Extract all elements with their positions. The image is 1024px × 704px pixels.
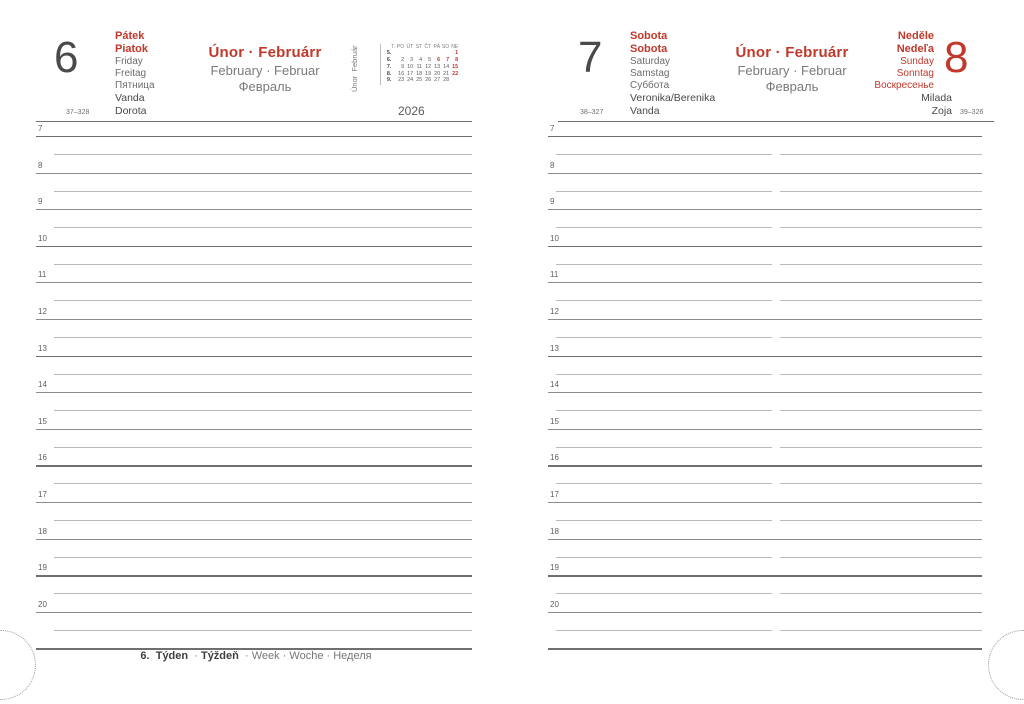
day-name-cz: Sobota <box>630 30 668 42</box>
footer-week-cz: Týden <box>155 650 189 662</box>
day-names-7 <box>630 30 670 91</box>
half-hour-rule <box>556 593 772 594</box>
hour-label-13: 13 <box>550 343 559 353</box>
hour-rule <box>772 539 982 540</box>
hour-label-20: 20 <box>38 599 47 609</box>
hour-label-16: 16 <box>38 453 47 463</box>
mini-calendar <box>380 44 472 85</box>
hour-label-7: 7 <box>38 124 43 133</box>
mini-calendar-table <box>386 44 459 85</box>
half-hour-rule <box>54 154 472 155</box>
half-hour-rule <box>780 483 982 484</box>
month-ru: Февраль <box>765 79 819 94</box>
month-en-de: February · Februar <box>210 63 320 78</box>
half-hour-rule <box>54 410 472 411</box>
half-hour-rule <box>556 520 772 521</box>
day-number-8: 8 <box>944 33 968 82</box>
half-hour-rule <box>780 191 982 192</box>
half-hour-rule <box>54 630 472 631</box>
half-hour-rule <box>54 557 472 558</box>
hour-label-19: 19 <box>38 563 47 573</box>
mini-cal-th: PÁ <box>433 43 441 50</box>
hour-rule <box>772 392 982 393</box>
day-number-6: 6 <box>54 33 78 82</box>
half-hour-rule <box>556 191 772 192</box>
hour-rule <box>548 173 772 174</box>
hour-label-10: 10 <box>550 233 559 243</box>
half-hour-rule <box>54 374 472 375</box>
mini-cal-day: 25 <box>416 77 423 84</box>
half-hour-rule <box>556 630 772 631</box>
daycount-6: 37–328 <box>66 109 90 116</box>
footer-week-label: 6. Týden · Týždeň · Week · Woche · Неделя <box>140 650 372 662</box>
half-hour-rule <box>54 264 472 265</box>
footer-week-rest: · Week · Woche · Неделя <box>245 650 372 662</box>
day-name-sk: Nedeľa <box>896 42 934 55</box>
footer-week-sk: Týždeň <box>200 650 239 662</box>
half-hour-rule <box>780 264 982 265</box>
day-number-7: 7 <box>578 33 602 82</box>
hour-label-18: 18 <box>550 526 559 536</box>
hour-rule <box>772 465 982 466</box>
day-name-ru: Суббота <box>630 79 670 91</box>
mini-cal-day: 27 <box>434 77 441 84</box>
half-hour-rule <box>54 227 472 228</box>
half-hour-rule <box>556 227 772 228</box>
mini-cal-th: ÚT <box>406 43 414 50</box>
half-hour-rule <box>556 374 772 375</box>
day-name-sk: Sobota <box>630 42 668 55</box>
hour-rule <box>36 282 472 283</box>
header-divider-right <box>558 121 994 122</box>
mini-cal-th: SO <box>441 43 450 50</box>
hour-rule <box>36 209 472 210</box>
mini-cal-day: 16 <box>398 70 405 77</box>
half-hour-rule <box>556 337 772 338</box>
hour-rule <box>772 356 982 357</box>
mini-cal-day: 21 <box>443 70 450 77</box>
mini-cal-day: 3 <box>410 56 414 63</box>
hour-rule <box>36 173 472 174</box>
mini-cal-day: 5 <box>428 56 432 63</box>
mini-cal-day: 2 <box>401 56 405 63</box>
half-hour-rule <box>780 154 982 155</box>
nameday-sk-6: Dorota <box>115 105 147 117</box>
nameday-sk-7: Vanda <box>630 105 660 117</box>
day-name-sk: Piatok <box>115 42 149 55</box>
hour-rule <box>548 539 772 540</box>
mini-cal-week: 5. <box>386 50 392 57</box>
hour-rule <box>36 319 472 320</box>
half-hour-rule <box>556 154 772 155</box>
hour-label-17: 17 <box>38 490 47 499</box>
hour-label-11: 11 <box>38 270 47 280</box>
half-hour-rule <box>54 447 472 448</box>
hour-rule <box>548 209 772 210</box>
hour-rule <box>548 246 772 247</box>
month-ru: Февраль <box>238 79 292 94</box>
half-hour-rule <box>54 520 472 521</box>
hour-rule <box>36 612 472 613</box>
mini-cal-th: ČT <box>424 43 432 50</box>
hour-label-16: 16 <box>550 453 559 463</box>
mini-cal-day: 6 <box>437 56 441 63</box>
mini-calendar-row <box>386 78 459 85</box>
month-block-left <box>175 44 355 94</box>
hour-rule <box>548 575 772 576</box>
hour-rule <box>36 136 472 137</box>
day-name-ru: Пятница <box>115 79 155 91</box>
hour-label-12: 12 <box>550 307 559 316</box>
half-hour-rule <box>556 264 772 265</box>
mini-cal-day: 28 <box>443 77 450 84</box>
hour-rule <box>36 392 472 393</box>
hour-rule <box>36 356 472 357</box>
day-name-de: Freitag <box>115 67 147 79</box>
vertical-month-label: Únor Február <box>350 45 359 93</box>
year-label: 2026 <box>398 104 425 118</box>
half-hour-rule <box>54 593 472 594</box>
hour-label-14: 14 <box>38 380 47 390</box>
day-name-de: Sonntag <box>896 67 934 79</box>
day-names-8 <box>872 30 934 91</box>
mini-cal-day: 1 <box>455 50 459 57</box>
mini-cal-th: ST <box>415 43 423 50</box>
hour-rule <box>548 502 772 503</box>
half-hour-rule <box>556 300 772 301</box>
hour-rule <box>36 465 472 466</box>
hour-rule <box>548 392 772 393</box>
half-hour-rule <box>54 191 472 192</box>
mini-cal-week: 9. <box>386 77 392 84</box>
half-hour-rule <box>780 410 982 411</box>
hour-label-9: 9 <box>38 197 43 207</box>
hour-rule <box>772 575 982 576</box>
mini-cal-th: T. <box>391 43 396 50</box>
day-name-en: Friday <box>115 55 143 67</box>
footer-week-number: 6. <box>140 650 150 662</box>
hour-label-9: 9 <box>550 197 555 207</box>
half-hour-rule <box>556 410 772 411</box>
mini-cal-day: 14 <box>443 63 450 70</box>
hour-rule <box>772 319 982 320</box>
hour-label-15: 15 <box>38 416 47 426</box>
half-hour-rule <box>54 300 472 301</box>
nameday-cz-8: Milada <box>921 92 952 104</box>
mini-cal-day: 19 <box>425 70 432 77</box>
hour-rule <box>548 319 772 320</box>
grid-bottom-rule <box>548 648 772 649</box>
hour-rule <box>548 612 772 613</box>
hour-rule <box>772 173 982 174</box>
day-name-cz: Neděle <box>897 30 934 42</box>
half-hour-rule <box>54 337 472 338</box>
month-cz-sk: Únor · Februárr <box>208 44 322 61</box>
hour-rule <box>772 429 982 430</box>
day-name-ru: Воскресенье <box>874 79 934 91</box>
half-hour-rule <box>780 374 982 375</box>
hour-rule <box>36 575 472 576</box>
month-en-de: February · Februar <box>737 63 847 78</box>
mini-cal-th: PO <box>396 43 405 50</box>
hour-rule <box>772 136 982 137</box>
hour-rule <box>772 282 982 283</box>
hour-rule <box>36 502 472 503</box>
grid-bottom-rule <box>772 648 982 649</box>
hour-label-15: 15 <box>550 416 559 426</box>
hour-label-20: 20 <box>550 599 559 609</box>
hour-rule <box>36 246 472 247</box>
half-hour-rule <box>780 337 982 338</box>
hour-label-18: 18 <box>38 526 47 536</box>
hour-label-11: 11 <box>550 270 559 280</box>
hour-rule <box>772 502 982 503</box>
mini-cal-day: 8 <box>455 56 459 63</box>
mini-cal-day: 13 <box>434 63 441 70</box>
hour-rule <box>772 612 982 613</box>
hour-label-8: 8 <box>550 160 555 170</box>
hour-rule <box>548 465 772 466</box>
hour-rule <box>548 136 772 137</box>
mini-calendar-row <box>386 64 459 71</box>
mini-cal-week: 8. <box>386 70 392 77</box>
half-hour-rule <box>54 483 472 484</box>
day-name-cz: Pátek <box>115 30 145 42</box>
hour-label-17: 17 <box>550 490 559 499</box>
hour-label-12: 12 <box>38 307 47 316</box>
half-hour-rule <box>556 483 772 484</box>
daycount-8: 39–326 <box>960 109 984 116</box>
nameday-cz-7: Veronika/Berenika <box>630 92 716 104</box>
half-hour-rule <box>780 447 982 448</box>
mini-cal-day: 24 <box>407 77 414 84</box>
half-hour-rule <box>780 520 982 521</box>
daycount-7: 38–327 <box>580 109 604 116</box>
day-name-en: Saturday <box>630 55 671 67</box>
month-cz-sk: Únor · Februárr <box>735 44 849 61</box>
header-divider <box>36 121 472 122</box>
hour-label-8: 8 <box>38 160 43 170</box>
half-hour-rule <box>780 630 982 631</box>
mini-cal-day: 15 <box>452 63 459 70</box>
mini-cal-day: 12 <box>425 63 432 70</box>
hour-label-7: 7 <box>550 124 555 133</box>
mini-cal-day <box>450 78 459 85</box>
mini-cal-day: 7 <box>446 56 450 63</box>
mini-cal-week: 6. <box>386 56 392 63</box>
mini-cal-day: 9 <box>401 63 405 70</box>
nameday-sk-8: Zoja <box>931 105 952 117</box>
half-hour-rule <box>556 557 772 558</box>
mini-cal-day: 11 <box>416 63 423 70</box>
mini-cal-day: 10 <box>407 63 414 70</box>
hour-rule <box>772 246 982 247</box>
hour-label-13: 13 <box>38 343 47 353</box>
mini-cal-day: 23 <box>398 77 405 84</box>
month-block-right <box>702 44 882 94</box>
hour-rule <box>548 282 772 283</box>
half-hour-rule <box>780 227 982 228</box>
mini-cal-day: 4 <box>419 56 423 63</box>
half-hour-rule <box>780 593 982 594</box>
mini-cal-day: 17 <box>407 70 414 77</box>
hour-label-19: 19 <box>550 563 559 573</box>
mini-cal-day: 20 <box>434 70 441 77</box>
day-name-de: Samstag <box>630 67 670 79</box>
mini-cal-day: 26 <box>425 77 432 84</box>
mini-cal-week: 7. <box>386 63 392 70</box>
mini-cal-th: NE <box>451 43 459 50</box>
half-hour-rule <box>556 447 772 448</box>
hour-label-14: 14 <box>550 380 559 390</box>
hour-rule <box>772 209 982 210</box>
hour-rule <box>36 429 472 430</box>
half-hour-rule <box>780 557 982 558</box>
hour-rule <box>548 356 772 357</box>
mini-cal-day: 18 <box>416 70 423 77</box>
right-page <box>512 0 1024 704</box>
mini-cal-day: 22 <box>452 70 459 77</box>
hour-label-10: 10 <box>38 233 47 243</box>
hour-rule <box>36 539 472 540</box>
hour-rule <box>548 429 772 430</box>
day-name-en: Sunday <box>900 55 934 67</box>
day-names-6 <box>115 30 155 91</box>
nameday-cz-6: Vanda <box>115 92 145 104</box>
half-hour-rule <box>780 300 982 301</box>
page-spine <box>511 0 512 704</box>
